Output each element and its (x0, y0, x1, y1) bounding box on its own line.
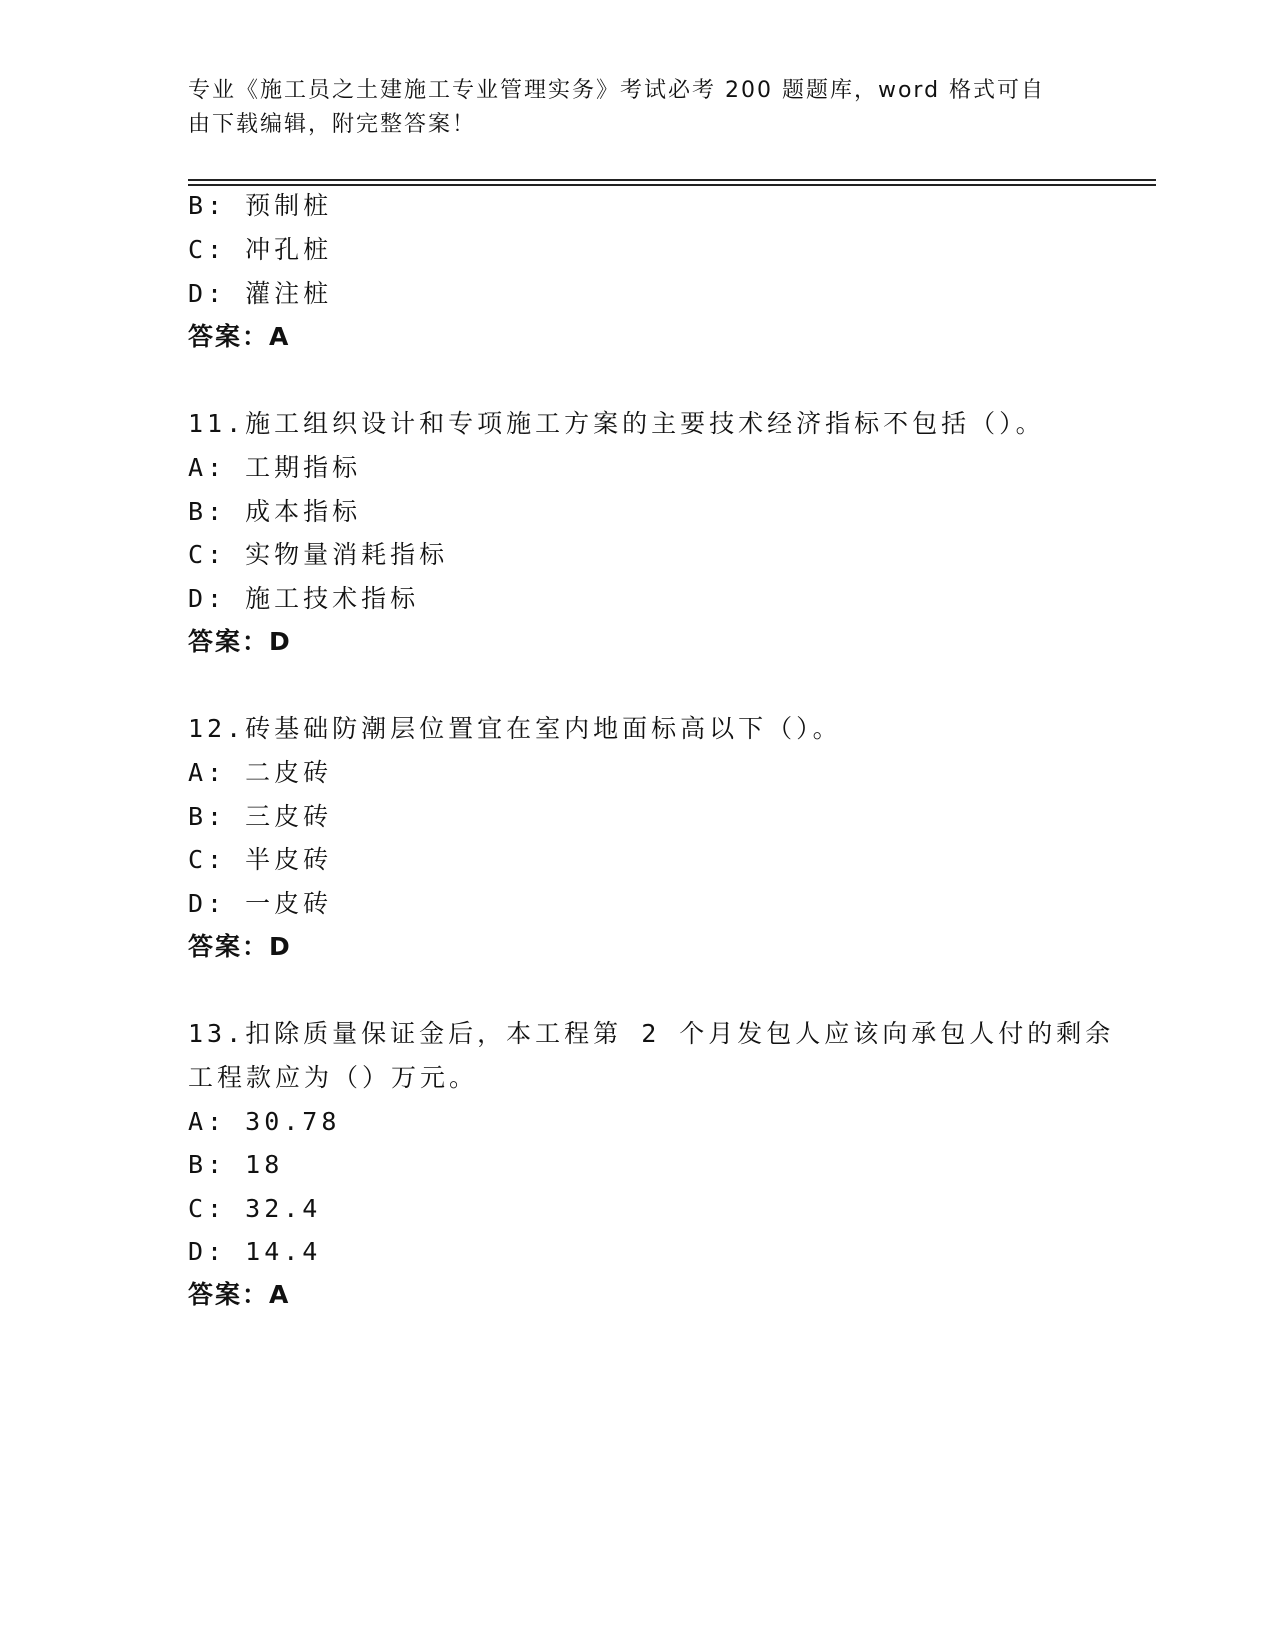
q13-option-a: A: 30.78 (188, 1107, 341, 1136)
q12-question: 12.砖基础防潮层位置宜在室内地面标高以下（）。 (188, 714, 842, 743)
q11-option-b: B: 成本指标 (188, 497, 362, 526)
q12-option-b: B: 三皮砖 (188, 802, 333, 831)
q11-option-d: D: 施工技术指标 (188, 584, 420, 613)
q13-question-line2: 工程款应为（）万元。 (188, 1063, 479, 1092)
header-divider-top (188, 179, 1156, 181)
q13-answer: 答案：A (188, 1280, 291, 1309)
q12-answer: 答案：D (188, 932, 292, 961)
q10-option-d: D: 灌注桩 (188, 279, 333, 308)
q12-option-c: C: 半皮砖 (188, 845, 333, 874)
q13-option-c: C: 32.4 (188, 1194, 322, 1223)
q10-option-c: C: 冲孔桩 (188, 235, 333, 264)
q11-option-a: A: 工期指标 (188, 453, 362, 482)
q11-question: 11.施工组织设计和专项施工方案的主要技术经济指标不包括（）。 (188, 409, 1045, 438)
q12-option-a: A: 二皮砖 (188, 758, 333, 787)
q11-option-c: C: 实物量消耗指标 (188, 540, 449, 569)
document-header: 专业《施工员之土建施工专业管理实务》考试必考 200 题题库，word 格式可自由下载编辑，附完整答案！ (188, 78, 1046, 137)
q11-answer: 答案：D (188, 627, 292, 656)
q13-question-line1: 13.扣除质量保证金后，本工程第 2 个月发包人应该向承包人付的剩余 (188, 1019, 1115, 1048)
q10-option-b: B: 预制桩 (188, 191, 333, 220)
q10-answer: 答案：A (188, 322, 291, 351)
q12-option-d: D: 一皮砖 (188, 889, 333, 918)
q13-option-b: B: 18 (188, 1150, 284, 1179)
q13-option-d: D: 14.4 (188, 1237, 322, 1266)
header-divider-bottom (188, 184, 1156, 186)
